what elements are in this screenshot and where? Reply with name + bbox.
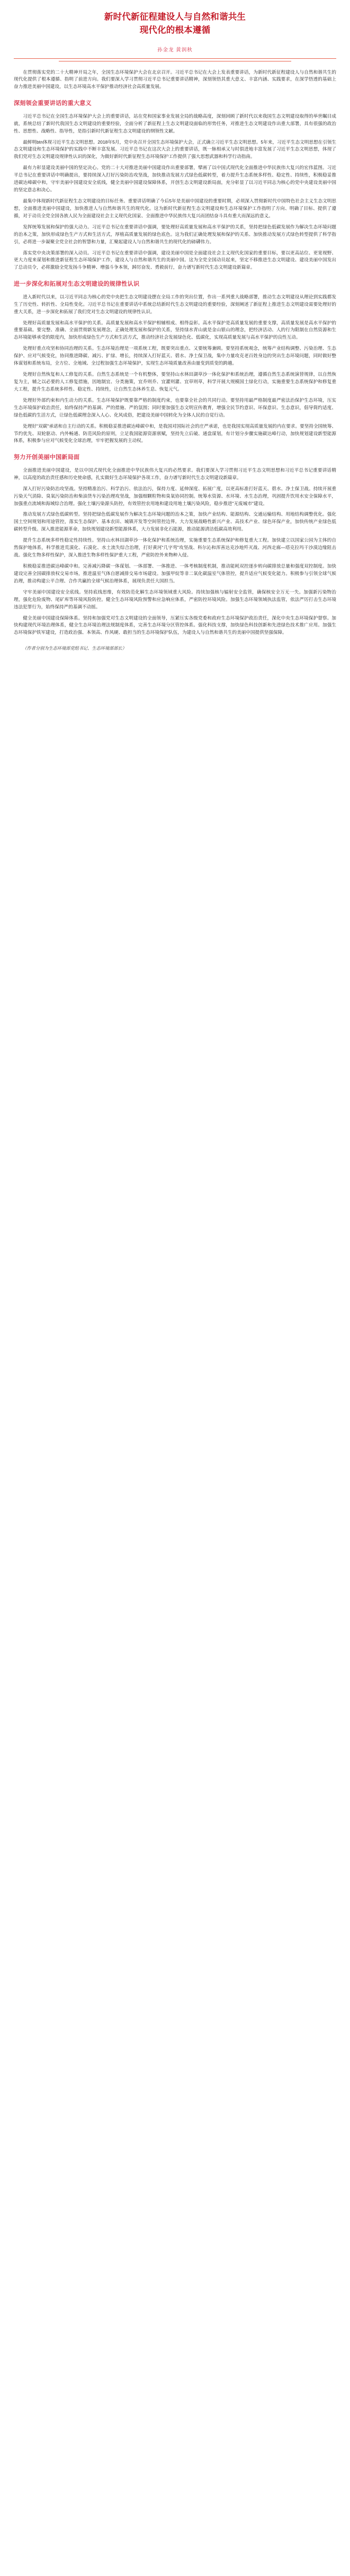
- paragraph: 积极稳妥推进碳达峰碳中和。完善减污降碳一体谋划、一体部署、一体推进、一体考核制度机制，推动能耗双控逐步转向碳排放总量和强度双控制度。加快建设完善全国碳排放权交易市场，推进温室气体自愿减排交易市场建设。加强甲烷等非二氧化碳温室气体管控，提升适应气候变化能力。积极参与引领全球气候治理，推动构建公平合理、合作共赢的全球气候治理体系，展现负责任大国担当。: [14, 563, 336, 583]
- page-title-line2: 现代化的根本遵循: [139, 25, 211, 35]
- paragraph: 处理好自然恢复和人工修复的关系。自然生态系统是一个有机整体，要坚持山水林田湖草沙一体化保护和系统治理，遵循自然生态系统演替规律，以自然恢复为主，辅之以必要的人工修复措施，因地制宜、分类施策，宜乔则乔、宜灌则灌、宜草则草，科学开展大规模国土绿化行动，实施重要生态系统保护和修复重大工程，提升生态系统多样性、稳定性、持续性，让自然生态休养生息、恢复元气。: [14, 371, 336, 392]
- paragraph: 落实党中央决策部署的深入动员。习近平总书记在重要讲话中强调，建设美丽中国是全面建设社会主义现代化国家的重要目标，要以更高站位、更宽视野、更大力度来谋划和推进新征程生态环境保护工作，建设人与自然和谐共生的美丽中国。这为全党全国动员起来，坚定不移推进生态文明建设、建设美丽中国发出了总动员令，必将激励全党发扬斗争精神、增强斗争本领，踔厉奋发、勇毅前行，奋力谱写新时代生态文明建设新篇章。: [14, 250, 336, 270]
- paragraph: 处理好重点攻坚和协同治理的关系。生态环境治理是一项系统工程，既要突出重点、又要统筹兼顾。要坚持系统观念，统筹产业结构调整、污染治理、生态保护、应对气候变化，协同推进降碳、减污、扩绿、增长，持续深入打好蓝天、碧水、净土保卫战，集中力量攻克老百姓身边的突出生态环境问题，同时做好整体谋划和系统布局，全方位、全地域、全过程加强生态环境保护，实现生态环境质量改善由量变到质变的跨越。: [14, 346, 336, 366]
- paragraph: 最有力彰显建设美丽中国的坚定决心。党的二十大对推进美丽中国建设作出重要部署，擘画了以中国式现代化全面推进中华民族伟大复兴的宏伟蓝图。习近平总书记在重要讲话中明确提出，要持续深入打好污染防治攻坚战，加快推动发展方式绿色低碳转型，着力提升生态系统多样性、稳定性、持续性，积极稳妥推进碳达峰碳中和，守牢美丽中国建设安全底线，健全美丽中国建设保障体系，开创生态文明建设新局面，充分彰显了以习近平同志为核心的党中央建设美丽中国的坚定意志和决心。: [14, 165, 336, 193]
- paragraph: 处理好外部约束和内生动力的关系。生态环境保护既要靠严格的制度约束，也要靠全社会的共同行动。要坚持用最严格制度最严密法治保护生态环境，压实生态环境保护政治责任，始终保持严的基调、严的措施、严的氛围；同时要加强生态文明宣传教育，增强全民节约意识、环保意识、生态意识，倡导简约适度、绿色低碳的生活方式，让绿色低碳理念深入人心、化风成俗，把建设美丽中国转化为全体人民的自觉行动。: [14, 397, 336, 418]
- section-heading-3: 努力开创美丽中国新局面: [14, 454, 80, 461]
- paragraph: 发挥统筹发展和保护的强大动力。习近平总书记在重要讲话中强调，要处理好高质量发展和高水平保护的关系，坚持把绿色低碳发展作为解决生态环境问题的治本之策，加快形成绿色生产方式和生活方式，厚植高质量发展的绿色底色。这为我们正确处理发展和保护的关系、加快推动发展方式绿色转型提供了科学指引，必将进一步凝聚全党全社会的智慧和力量，汇聚起建设人与自然和谐共生的现代化的磅礴伟力。: [14, 224, 336, 244]
- section-heading-2: 进一步深化和拓展对生态文明建设的规律性认识: [14, 281, 140, 288]
- paragraph: 提升生态系统多样性稳定性持续性。坚持山水林田湖草沙一体化保护和系统治理，实施重要生态系统保护和修复重大工程。加快建立以国家公园为主体的自然保护地体系，科学推进荒漠化、石漠化、水土流失综合治理，打好黄河"几字弯"攻坚战、科尔沁和浑善达克沙地歼灭战、河西走廊—塔克拉玛干沙漠边缘阻击战。强化生物多样性保护，深入推进生物多样性保护重大工程，严密防控外来物种入侵。: [14, 537, 336, 558]
- paragraph: 全面推进美丽中国建设，是以中国式现代化全面推进中华民族伟大复兴的必然要求。我们要深入学习贯彻习近平生态文明思想和习近平总书记重要讲话精神，以高度的政治责任感和历史使命感，扎实做好生态环境保护各项工作，奋力谱写新时代生态文明建设新篇章。: [14, 467, 336, 480]
- article-page: [0, 0, 350, 661]
- title-block: [0, 0, 350, 53]
- paragraph: 进入新时代以来，以习近平同志为核心的党中央把生态文明建设摆在全局工作的突出位置，作出一系列重大战略部署，推动生态文明建设从理论到实践都发生了历史性、转折性、全局性变化。习近平总书记在重要讲话中系统总结新时代生态文明建设的重要经验，深刻阐述了新征程上推进生态文明建设需要处理好的重大关系，进一步深化和拓展了我们党对生态文明建设的规律性认识。: [14, 294, 336, 314]
- paragraph: 处理好"双碳"承诺和自主行动的关系。积极稳妥推进碳达峰碳中和，是我国对国际社会的庄严承诺，也是我国实现高质量发展的内在要求。要坚持全国统筹、节约优先、双轮驱动、内外畅通、防范风险的原则，立足我国能源资源禀赋，坚持先立后破、通盘谋划，有计划分步骤实施碳达峰行动，加快规划建设新型能源体系，积极参与应对气候变化全球治理，牢牢把握发展的主动权。: [14, 423, 336, 444]
- paragraph: 最集中体现新时代新征程生态文明建设的目标任务。重要讲话明确了今后5年是美丽中国建设的重要时期，必须深入贯彻新时代中国特色社会主义生态文明思想，全面推进美丽中国建设，加快推进人与自然和谐共生的现代化。这为新时代新征程生态文明建设和生态环境保护工作指明了方向、明确了目标、提供了遵循，对于动员全党全国各族人民为全面建设社会主义现代化国家、全面推进中华民族伟大复兴而团结奋斗具有重大而深远的意义。: [14, 198, 336, 218]
- article-body: [0, 61, 350, 652]
- paragraph: 健全美丽中国建设保障体系。坚持和加强党对生态文明建设的全面领导，压紧压实各级党委和政府生态环境保护政治责任，深化中央生态环境保护督察。加快构建现代环境治理体系，健全生态环境治理法规制度体系，完善生态环境分区管控体系。强化科技支撑，加快绿色科技创新和先进绿色技术推广应用。加强生态环境保护铁军建设，打造政治强、本领高、作风硬、敢担当的生态环境保护队伍，为建设人与自然和谐共生的美丽中国提供坚强保障。: [14, 615, 336, 635]
- paragraph: 守牢美丽中国建设安全底线。坚持底线思维，有效防范化解生态环境领域重大风险。持续加强核与辐射安全监管，确保核安全万无一失。加强新污染物治理，强化危险废物、尾矿库等环境风险防控。健全生态环境风险预警和应急响应体系，严密防控环境风险。加强生态环境领域执法监管，依法严厉打击生态环境违法犯罪行为，始终保持严的基调不动摇。: [14, 589, 336, 609]
- page-title-line1: 新时代新征程建设人与自然和谐共生: [104, 12, 246, 22]
- paragraph: 处理好高质量发展和高水平保护的关系。高质量发展和高水平保护相辅相成、相得益彰。高水平保护是高质量发展的重要支撑，高质量发展是高水平保护的重要基础。要完整、准确、全面贯彻新发展理念，正确处理发展和保护的关系，坚持绿水青山就是金山银山的理念，把经济活动、人的行为限制在自然资源和生态环境能够承受的限度内，加快形成绿色生产方式和生活方式，推动经济社会发展绿色化、低碳化，实现高质量发展与高水平保护的良性互动。: [14, 320, 336, 340]
- paragraph: 最鲜明btn体现习近平生态文明思想。2018年5月，党中央召开全国生态环境保护大会，正式确立习近平生态文明思想。5年来，习近平生态文明思想在引领生态文明建设和生态环境保护的实践中不断丰富发展。习近平总书记在这次大会上的重要讲话，既一脉相承又与时俱进地丰富发展了习近平生态文明思想，体现了我们党对生态文明建设规律性认识的深化，为做好新时代新征程生态环境保护工作提供了强大思想武器和科学行动指南。: [14, 139, 336, 160]
- divider-line-long: [14, 58, 336, 59]
- intro-paragraph: 在贯彻落实党的二十大精神开局之年，全国生态环境保护大会在北京召开。习近平总书记在大会上发表重要讲话，为新时代新征程建设人与自然和谐共生的现代化提供了根本遵循、指明了前进方向。我们要深入学习贯彻习近平总书记重要讲话精神，深刻领悟其重大意义、丰富内涵、实践要求，在深学悟透的基础上奋力推进美丽中国建设，以生态环境高水平保护推动经济社会高质量发展。: [14, 69, 336, 90]
- paragraph: 深入打好污染防治攻坚战。坚持精准治污、科学治污、依法治污，保持力度、延伸深度、拓展广度，以更高标准打好蓝天、碧水、净土保卫战。持续开展重污染天气消除、臭氧污染防治和柴油货车污染治理攻坚战，加强细颗粒物和臭氧协同控制。统筹水资源、水环境、水生态治理，巩固提升饮用水安全保障水平，加强重点流域和海域综合治理。强化土壤污染源头防控，有效管控农用地和建设用地土壤污染风险，稳步推进"无废城市"建设。: [14, 485, 336, 506]
- page-title: [22, 11, 328, 37]
- section-heading-1: 深刻领会重要讲话的重大意义: [14, 100, 92, 107]
- author-footnote: （作者分别为生态环境部党组书记、生态环境部部长）: [22, 646, 127, 651]
- byline: 孙金龙 黄润秋: [157, 47, 193, 53]
- paragraph: 推动发展方式绿色低碳转型。坚持把绿色低碳发展作为解决生态环境问题的治本之策，加快产业结构、能源结构、交通运输结构、用地结构调整优化。强化国土空间规划和用途管控，落实生态保护、基本农田、城镇开发等空间管控边界。大力发展战略性新兴产业、高技术产业、绿色环保产业，加快传统产业绿色低碳转型升级。深入推进能源革命，加快规划建设新型能源体系，大力发展非化石能源，推动能源清洁低碳高效利用。: [14, 511, 336, 532]
- paragraph: 习近平总书记在全国生态环境保护大会上的重要讲话，站在党和国家事业发展全局的战略高度，深刻回顾了新时代以来我国生态文明建设取得的举世瞩目成就，系统总结了新时代我国生态文明建设的重要经验，全面分析了新征程上生态文明建设面临的形势任务，对推进生态文明建设作出重大部署，具有很强的政治性、思想性、战略性、指导性，是指引新时代新征程生态文明建设的纲领性文献。: [14, 113, 336, 134]
